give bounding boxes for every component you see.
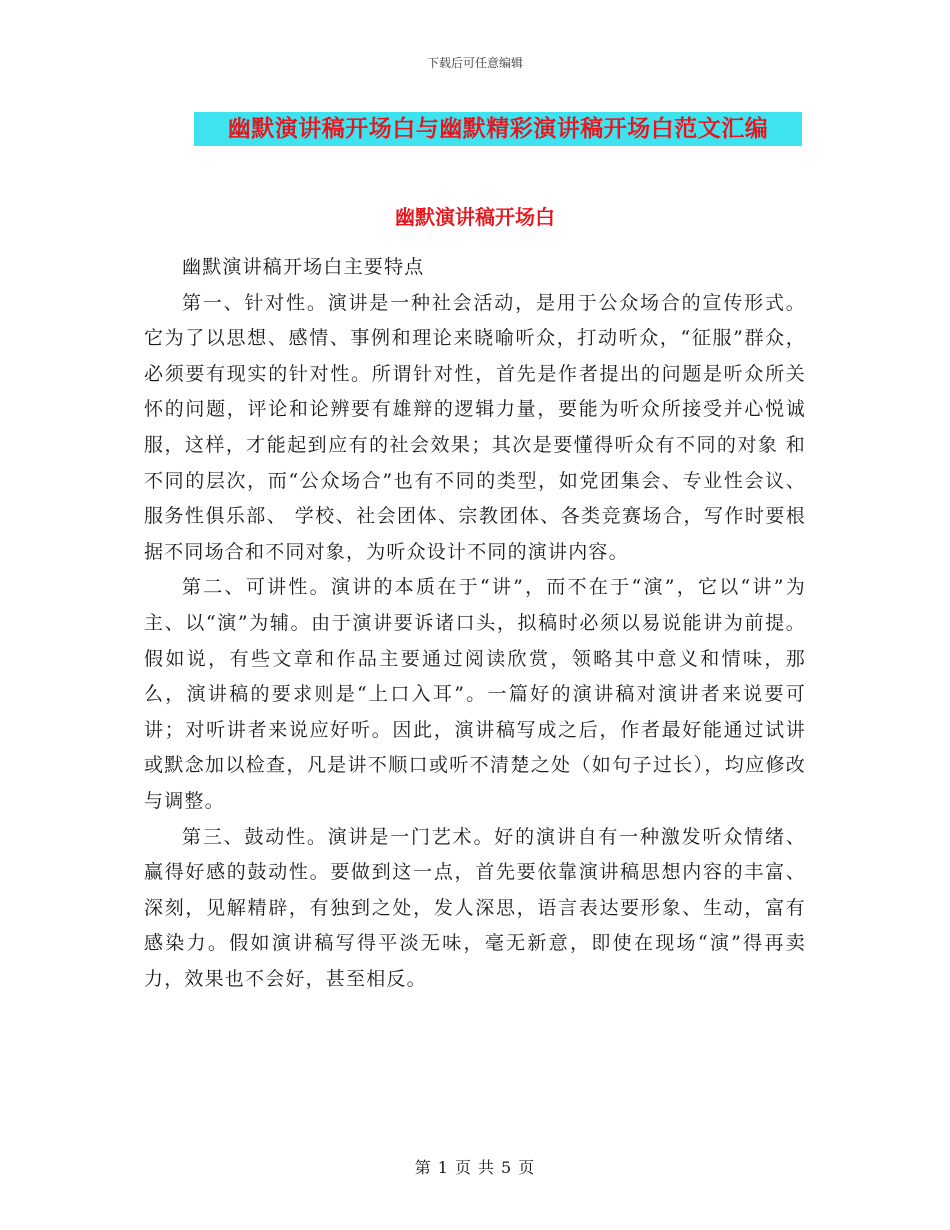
header-note: 下载后可任意编辑 xyxy=(426,56,523,70)
paragraph-speakability: 第二、可讲性。演讲的本质在于“讲”，而不在于“演”，它以“讲”为主、以“演”为辅。由于演讲要诉诸口头，拟稿时必须以易说能讲为前提。假如说，有些文章和作品主要通过阅读欣赏，领略其中意义和情味，那么，演讲稿的要求则是“上口入耳”。一篇好的演讲稿对演讲者来说要可讲；对听讲者来说应好听。因此，演讲稿写成之后，作者最好能通过试讲或默念加以检查，凡是讲不顺口或听不清楚之处（如句子过长），均应修改与调整。 xyxy=(144,576,806,812)
document-body xyxy=(144,250,806,997)
paragraph-pertinence: 第一、针对性。演讲是一种社会活动，是用于公众场合的宣传形式。它为了以思想、感情、事例和理论来晓喻听众，打动听众，“征服”群众，必须要有现实的针对性。所谓针对性，首先是作者提出的问题是听众所关怀的问题，评论和论辨要有雄辩的逻辑力量，要能为听众所接受并心悦诚服，这样，才能起到应有的社会效果；其次是要懂得听众有不同的对象 和不同的层次，而“公众场合”也有不同的类型，如党团集会、专业性会议、服务性俱乐部、 学校、社会团体、宗教团体、各类竞赛场合，写作时要根据不同场合和不同对象，为听众设计不同的演讲内容。 xyxy=(144,291,806,563)
paragraph-heading: 幽默演讲稿开场白主要特点 xyxy=(182,256,425,278)
paragraph-inspiration: 第三、鼓动性。演讲是一门艺术。好的演讲自有一种激发听众情绪、赢得好感的鼓动性。要做到这一点，首先要依靠演讲稿思想内容的丰富、深刻，见解精辟，有独到之处，发人深思，语言表达要形象、生动，富有感染力。假如演讲稿写得平淡无味，毫无新意，即使在现场“演”得再卖力，效果也不会好，甚至相反。 xyxy=(144,825,806,990)
footer-mid: 页 共 xyxy=(454,1158,496,1177)
footer-suffix: 页 xyxy=(518,1158,536,1177)
page-footer xyxy=(0,1155,950,1178)
footer-total-pages: 5 xyxy=(501,1158,513,1177)
document-title: 幽默演讲稿开场白与幽默精彩演讲稿开场白范文汇编 xyxy=(227,116,769,142)
section-title: 幽默演讲稿开场白 xyxy=(395,205,555,229)
footer-page-number: 1 xyxy=(437,1158,449,1177)
footer-prefix: 第 xyxy=(414,1158,432,1177)
